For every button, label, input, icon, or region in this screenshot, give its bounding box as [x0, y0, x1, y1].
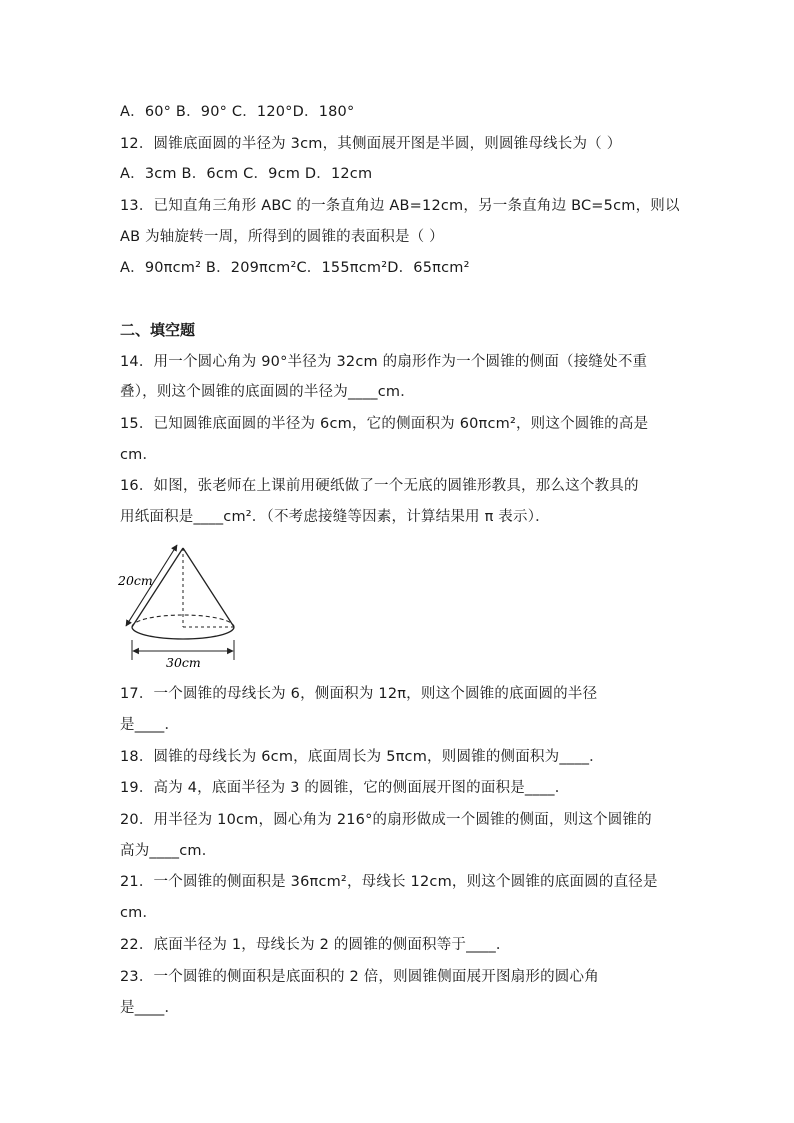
- q17-line2: 是____．: [120, 717, 180, 733]
- q12-stem: 12．圆锥底面圆的半径为 3cm，其侧面展开图是半圆，则圆锥母线长为（ ）: [120, 136, 622, 152]
- q13-stem-line1: 13．已知直角三角形 ABC 的一条直角边 AB=12cm，另一条直角边 BC=5cm，则以: [120, 198, 680, 214]
- q16-line1: 16．如图，张老师在上课前用硬纸做了一个无底的圆锥形教具，那么这个教具的: [120, 478, 639, 494]
- q13-stem-line2: AB 为轴旋转一周，所得到的圆锥的表面积是（ ）: [120, 229, 444, 245]
- cone-right-side: [183, 548, 234, 627]
- q19: 19．高为 4，底面半径为 3 的圆锥，它的侧面展开图的面积是____．: [120, 780, 570, 796]
- q21-line1: 21．一个圆锥的侧面积是 36πcm²，母线长 12cm，则这个圆锥的底面圆的直径是: [120, 874, 658, 890]
- slant-length-label: 20cm: [118, 573, 153, 588]
- q22: 22．底面半径为 1，母线长为 2 的圆锥的侧面积等于____．: [120, 937, 511, 953]
- q11-options: A．60° B．90° C．120°D．180°: [120, 104, 355, 120]
- q21-line2: cm．: [120, 905, 158, 921]
- base-front-arc: [132, 627, 234, 639]
- base-diameter-label: 30cm: [166, 655, 201, 670]
- q16-line2: 用纸面积是____cm²．（不考虑接缝等因素，计算结果用 π 表示）．: [120, 509, 550, 525]
- q23-line1: 23．一个圆锥的侧面积是底面积的 2 倍，则圆锥侧面展开图扇形的圆心角: [120, 969, 599, 985]
- q20-line1: 20．用半径为 10cm，圆心角为 216°的扇形做成一个圆锥的侧面，则这个圆锥的: [120, 812, 652, 828]
- cone-diagram: [116, 540, 246, 670]
- q23-line2: 是____．: [120, 1000, 180, 1016]
- section-fill-in-title: 二、填空题: [120, 321, 196, 339]
- q20-line2: 高为____cm．: [120, 843, 217, 859]
- q15-line2: cm．: [120, 447, 158, 463]
- q12-options: A．3cm B．6cm C．9cm D．12cm: [120, 166, 373, 182]
- q14-line2: 叠），则这个圆锥的底面圆的半径为____cm．: [120, 384, 415, 400]
- q17-line1: 17．一个圆锥的母线长为 6，侧面积为 12π，则这个圆锥的底面圆的半径: [120, 686, 598, 702]
- q14-line1: 14．用一个圆心角为 90°半径为 32cm 的扇形作为一个圆锥的侧面（接缝处不重: [120, 354, 648, 370]
- cone-figure: [116, 540, 246, 670]
- q13-options: A．90πcm² B．209πcm²C．155πcm²D．65πcm²: [120, 260, 470, 276]
- q18: 18．圆锥的母线长为 6cm，底面周长为 5πcm，则圆锥的侧面积为____．: [120, 749, 604, 765]
- q15-line1: 15．已知圆锥底面圆的半径为 6cm，它的侧面积为 60πcm²，则这个圆锥的高是: [120, 416, 649, 432]
